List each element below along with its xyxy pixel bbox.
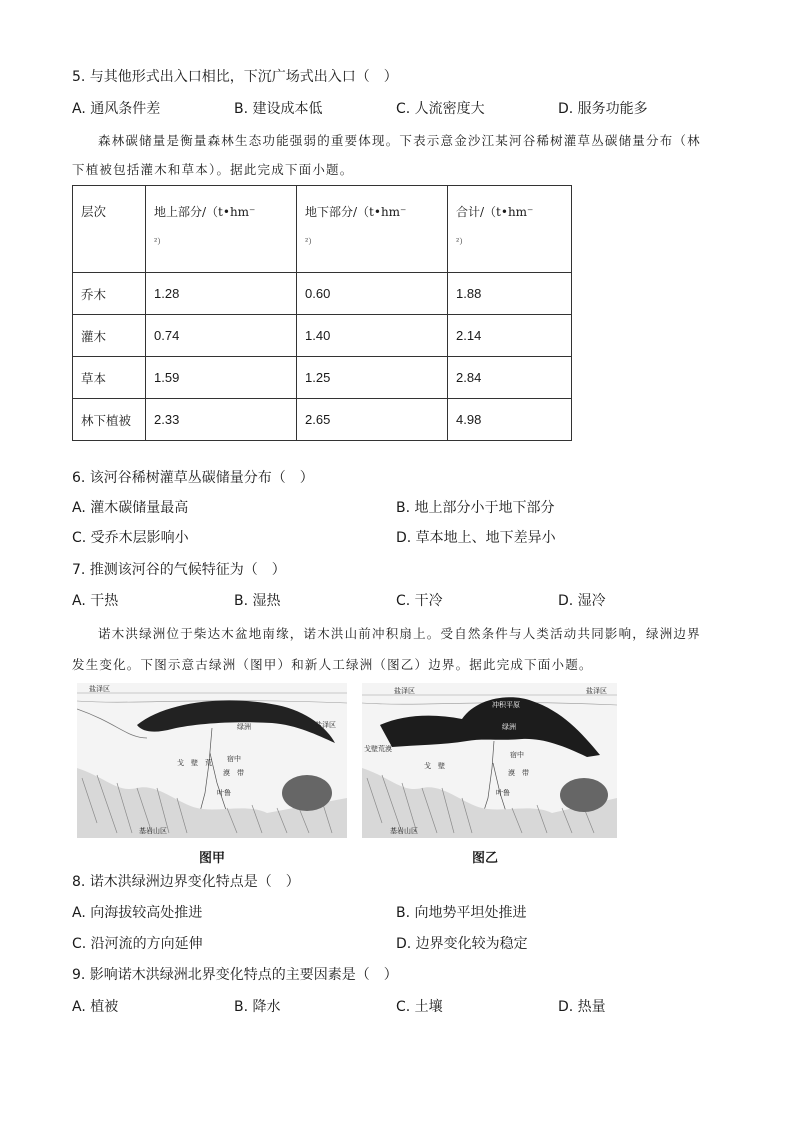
q8-option-d: D. 边界变化较为稳定 xyxy=(396,936,528,952)
q7-option-a: A. 干热 xyxy=(72,593,119,609)
map-yi-graphic xyxy=(362,683,617,838)
q9-option-d: D. 热量 xyxy=(558,999,606,1015)
q6-option-d: D. 草本地上、地下差异小 xyxy=(396,530,556,546)
q7-option-d: D. 湿冷 xyxy=(558,593,606,609)
table-row xyxy=(73,399,572,441)
q5-option-d: D. 服务功能多 xyxy=(558,101,648,117)
table-cell: 2.65 xyxy=(297,399,448,441)
intro1-line2: 下植被包括灌木和草本）。据此完成下面小题。 xyxy=(72,162,354,177)
q6-stem: 6. 该河谷稀树灌草丛碳储量分布（ ） xyxy=(72,470,314,486)
map-yi xyxy=(362,683,617,866)
q6-option-c: C. 受乔木层影响小 xyxy=(72,530,189,546)
table-cell: 2.33 xyxy=(146,399,297,441)
table-cell: 草本 xyxy=(73,357,146,399)
q9-option-c: C. 土壤 xyxy=(396,999,443,1015)
table-cell: 1.25 xyxy=(297,357,448,399)
map-jia-graphic xyxy=(77,683,347,838)
map-yi-caption: 图乙 xyxy=(472,851,499,866)
map-label: 戈壁荒漠 xyxy=(364,745,392,753)
map-jia-caption: 图甲 xyxy=(199,851,226,866)
q7-option-b: B. 湿热 xyxy=(234,593,281,609)
q6-option-a: A. 灌木碳储量最高 xyxy=(72,500,189,516)
table-cell: 2.84 xyxy=(448,357,572,399)
map-label: 盐泽区 xyxy=(89,685,110,693)
q5-option-c: C. 人流密度大 xyxy=(396,101,485,117)
q5-stem: 5. 与其他形式出入口相比，下沉广场式出入口（ ） xyxy=(72,69,398,85)
table-cell: 0.60 xyxy=(297,273,448,315)
q6-option-b: B. 地上部分小于地下部分 xyxy=(396,500,555,516)
q9-option-a: A. 植被 xyxy=(72,999,119,1015)
table-cell: 0.74 xyxy=(146,315,297,357)
q8-option-b: B. 向地势平坦处推进 xyxy=(396,905,527,921)
map-label: 宿中 xyxy=(510,751,524,759)
q9-stem: 9. 影响诺木洪绿洲北界变化特点的主要因素是（ ） xyxy=(72,967,398,983)
map-label: 宿中 xyxy=(227,755,241,763)
q9-option-b: B. 降水 xyxy=(234,999,281,1015)
q8-option-c: C. 沿河流的方向延伸 xyxy=(72,936,203,952)
map-label: 基岩山区 xyxy=(390,827,418,835)
q5-option-a: A. 通风条件差 xyxy=(72,101,161,117)
map-label: 叶鲁 xyxy=(217,789,231,797)
intro2-line2: 发生变化。下图示意古绿洲（图甲）和新人工绿洲（图乙）边界。据此完成下面小题。 xyxy=(72,657,593,672)
table-cell: 灌木 xyxy=(73,315,146,357)
table-cell: 4.98 xyxy=(448,399,572,441)
map-label: 戈 壁 xyxy=(424,762,445,770)
map-label: 盐泽区 xyxy=(586,687,607,695)
q5-option-b: B. 建设成本低 xyxy=(234,101,323,117)
carbon-storage-table xyxy=(72,185,572,441)
table-cell: 1.40 xyxy=(297,315,448,357)
table-row xyxy=(73,273,572,315)
table-cell: 乔木 xyxy=(73,273,146,315)
map-label: 基岩山区 xyxy=(139,827,167,835)
map-label: 绿洲 xyxy=(502,723,516,731)
intro1-line1: 森林碳储量是衡量森林生态功能强弱的重要体现。下表示意金沙江某河谷稀树灌草丛碳储量分布（林 xyxy=(98,133,701,148)
map-jia xyxy=(77,683,347,866)
map-label: 漠 带 xyxy=(223,769,244,777)
table-row xyxy=(73,315,572,357)
map-label: 戈 壁 荒 xyxy=(177,759,212,767)
map-label: 冲积平原 xyxy=(492,701,520,709)
q7-stem: 7. 推测该河谷的气候特征为（ ） xyxy=(72,562,286,578)
table-header-row xyxy=(73,186,572,273)
q8-stem: 8. 诺木洪绿洲边界变化特点是（ ） xyxy=(72,874,300,890)
table-cell: 1.88 xyxy=(448,273,572,315)
table-header-cell: 地上部分/（t•hm⁻ ²） xyxy=(146,186,297,273)
table-cell: 1.59 xyxy=(146,357,297,399)
q8-option-a: A. 向海拔较高处推进 xyxy=(72,905,203,921)
table-header-cell: 地下部分/（t•hm⁻ ²） xyxy=(297,186,448,273)
map-label: 漠 带 xyxy=(508,769,529,777)
table-cell: 2.14 xyxy=(448,315,572,357)
table-header-cell: 层次 xyxy=(73,186,146,273)
map-label: 叶鲁 xyxy=(496,789,510,797)
table-header-cell: 合计/（t•hm⁻ ²） xyxy=(448,186,572,273)
map-label: 绿洲 xyxy=(237,723,251,731)
table-row xyxy=(73,357,572,399)
map-label: 盐泽区 xyxy=(315,721,336,729)
table-cell: 1.28 xyxy=(146,273,297,315)
intro2-line1: 诺木洪绿洲位于柴达木盆地南缘，诺木洪山前冲积扇上。受自然条件与人类活动共同影响，绿洲边界 xyxy=(98,626,701,641)
table-cell: 林下植被 xyxy=(73,399,146,441)
q7-option-c: C. 干冷 xyxy=(396,593,443,609)
map-label: 盐泽区 xyxy=(394,687,415,695)
